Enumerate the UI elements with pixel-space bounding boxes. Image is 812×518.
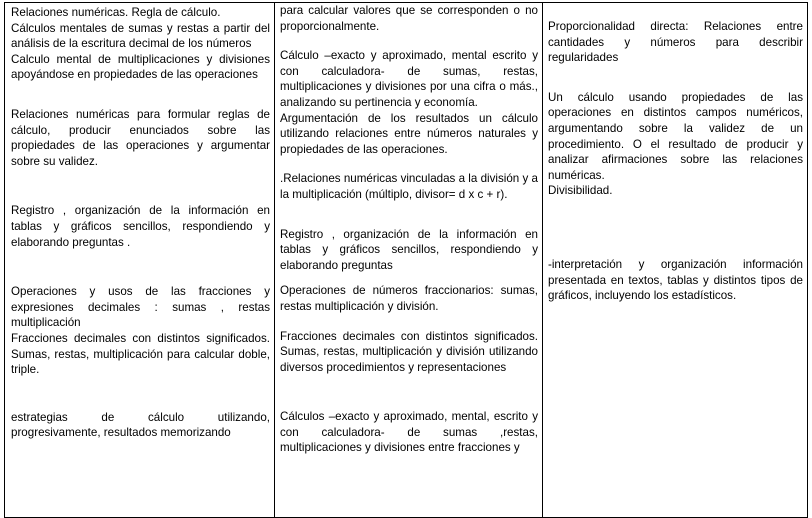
cell-paragraph: Divisibilidad. — [548, 184, 613, 198]
cell-paragraph: Fracciones decimales con distintos significados. Sumas, restas, multiplicación para calcular doble, triple. — [11, 331, 270, 377]
cell-paragraph: Un cálculo usando propiedades de las operaciones en distintos campos numéricos, argumentando sobre la validez de un procedimiento. O el resultado de producir y analizar afirmaciones sobre las relaciones numéricas. — [548, 90, 803, 182]
cell-paragraph: Registro , organización de la información en tablas y gráficos sencillos, respondiendo y elaborando preguntas — [280, 227, 538, 272]
table-row — [5, 3, 808, 518]
cell-paragraph: .Relaciones numéricas vinculadas a la división y a la multiplicación (múltiplo, divisor= d x c + r). — [280, 172, 538, 201]
cell-paragraph: Operaciones de números fraccionarios: sumas, restas multiplicación y división. — [280, 284, 538, 313]
cell-paragraph: Cálculo –exacto y aproximado, mental escrito y con calculadora- de sumas, restas, multiplicaciones y divisiones por una cifra o más., analizando su pertinencia y economía. — [280, 49, 538, 109]
cell-paragraph: Cálculos –exacto y aproximado, mental, escrito y con calculadora- de sumas ,restas, multiplicaciones y divisiones entre fracciones y — [280, 410, 538, 455]
content-table — [4, 2, 808, 518]
cell-paragraph: Operaciones y usos de las fracciones y expresiones decimales : sumas , restas multiplicación — [11, 285, 270, 330]
cell-paragraph: Registro , organización de la información en tablas y gráficos sencillos, respondiendo y elaborando preguntas . — [11, 204, 270, 249]
cell-paragraph: Proporcionalidad directa: Relaciones entre cantidades y números para describir regularidades — [548, 20, 803, 65]
cell-paragraph: estrategias de cálculo utilizando, progresivamente, resultados memorizando — [11, 410, 270, 440]
table-cell-column-2 — [275, 3, 543, 518]
cell-paragraph: Calculo mental de multiplicaciones y divisiones apoyándose en propiedades de las operaciones — [11, 52, 270, 82]
cell-paragraph: Cálculos mentales de sumas y restas a partir del análisis de la escritura decimal de los números — [11, 21, 270, 51]
cell-paragraph: -interpretación y organización información presentada en textos, tablas y distintos tipos de gráficos, incluyendo los estadísticos. — [548, 257, 803, 303]
cell-paragraph: para calcular valores que se corresponden o no proporcionalmente. — [280, 4, 538, 33]
cell-paragraph: Relaciones numéricas para formular reglas de cálculo, producir enunciados sobre las propiedades de las operaciones y argumentar sobre su validez. — [11, 107, 270, 168]
cell-paragraph: Relaciones numéricas. Regla de cálculo. — [11, 6, 221, 19]
cell-paragraph: Argumentación de los resultados un cálculo utilizando relaciones entre números naturales y propiedades de las operaciones. — [280, 111, 538, 156]
cell-paragraph: Fracciones decimales con distintos significados. Sumas, restas, multiplicación y división utilizando diversos procedimientos y representaciones — [280, 329, 538, 374]
table-cell-column-1 — [5, 3, 275, 518]
table-cell-column-3 — [543, 3, 808, 518]
